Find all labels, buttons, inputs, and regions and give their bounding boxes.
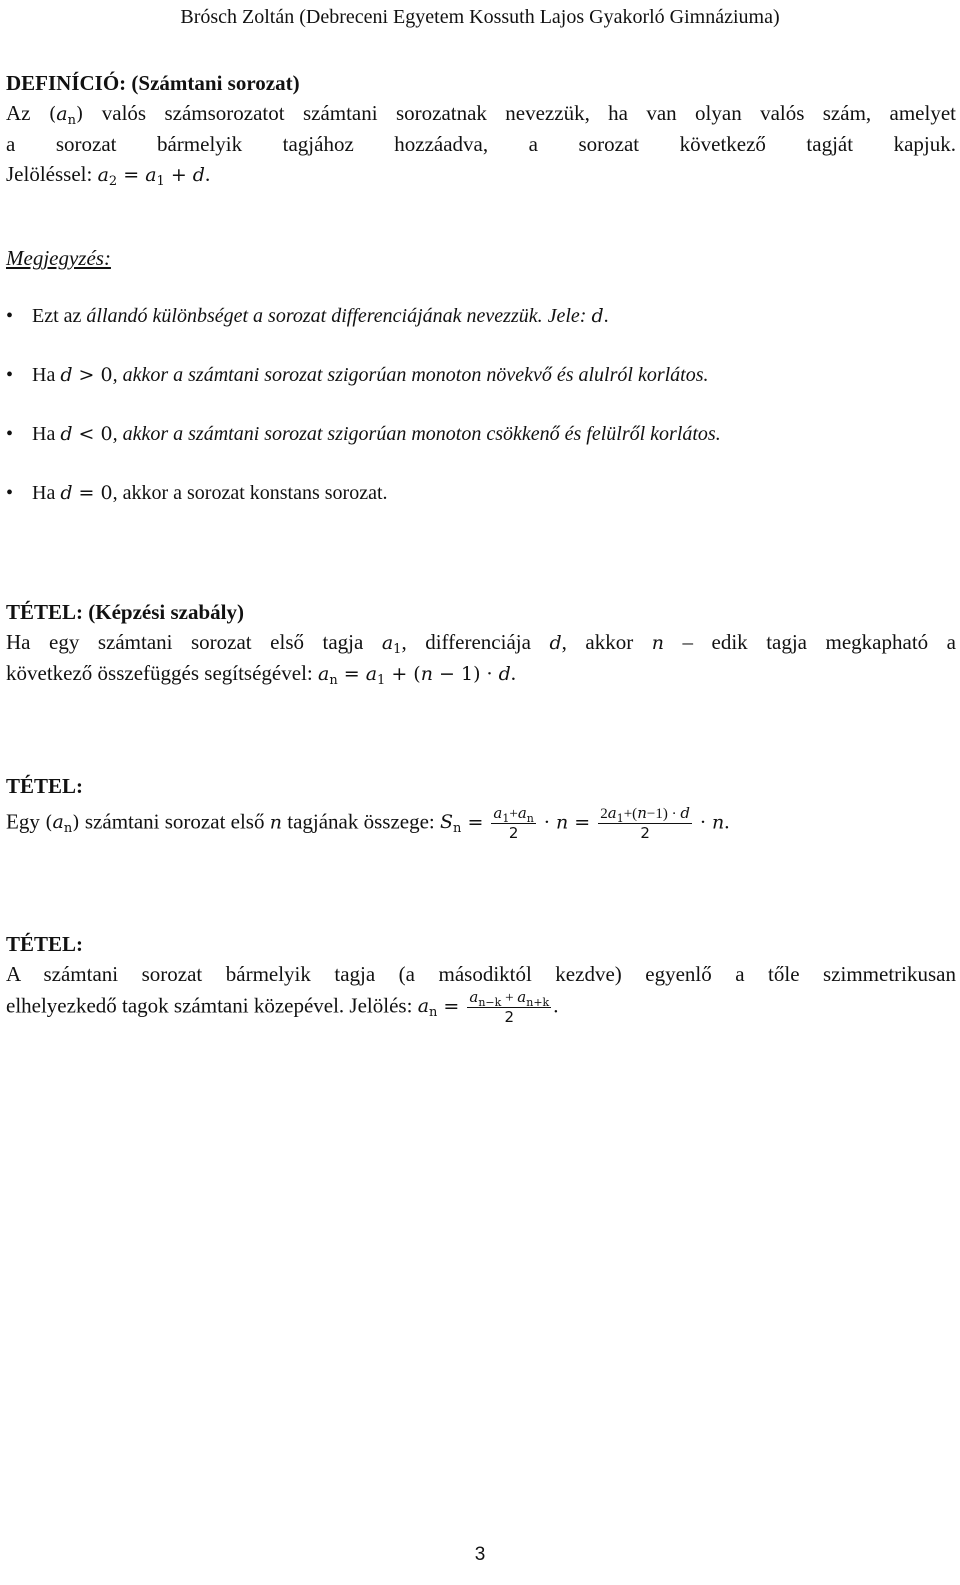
page-header: Brósch Zoltán (Debreceni Egyetem Kossuth Lajos Gyakorló Gimnáziuma) [180, 6, 780, 28]
definition-line-1: Az $(a_n)$ valós számsorozatot számtani sorozatnak nevezzük, ha van olyan valós szám, amelyet [6, 101, 956, 128]
sum-fraction-1: $\frac{a_1+a_n}{2}$ [493, 804, 534, 842]
theorem-formation-rule [6, 597, 956, 689]
theorem-title: TÉTEL: (Képzési szabály) [6, 600, 245, 624]
note-title: Megjegyzés: [6, 246, 111, 270]
note-item: • Ha d < 0, akkor a számtani sorozat szigorúan monoton csökkenő és felülről korlátos. [32, 423, 721, 446]
theorem-mean [6, 929, 956, 1026]
definition-line-2: a sorozat bármelyik tagjához hozzáadva, a sorozat következő tagját kapjuk. [6, 132, 956, 156]
theorem-sum [6, 771, 956, 842]
definition-line-3: Jelöléssel: $a_2 = a_1 + d$. [6, 162, 211, 189]
note-item: • Ha d = 0, akkor a sorozat konstans sorozat. [32, 482, 388, 505]
theorem-title: TÉTEL: [6, 932, 84, 956]
theorem-title: TÉTEL: [6, 774, 84, 798]
theorem-mean-line-2: elhelyezkedő tagok számtani közepével. Jelölés: $a_n$ = $\frac{a_{n-k} + a_{n+k}}{2}$ . [6, 988, 559, 1026]
sum-fraction-2: $\frac{2a_1+(n-1) \cdot d}{2}$ [600, 804, 690, 842]
theorem-sum-line: Egy $(a_n)$ számtani sorozat első n tagjának összege: $S_n$ = $\frac{a_1+a_n}{2}$ · n = $\frac{2a_1+(n-1) \cdot d}{2}$ · n. [6, 804, 730, 842]
note-item: • Ezt az állandó különbséget a sorozat differenciájának nevezzük. Jele: d. [32, 305, 609, 328]
note-item: • Ha d > 0, akkor a számtani sorozat szigorúan monoton növekvő és alulról korlátos. [32, 364, 709, 387]
theorem-line-1: Ha egy számtani sorozat első tagja $a_1$, differenciája d, akkor n – edik tagja megkapható a [6, 630, 956, 657]
theorem-line-2: következő összefüggés segítségével: $a_n = a_1 + (n - 1) \cdot d$. [6, 661, 517, 688]
mean-fraction: $\frac{a_{n-k} + a_{n+k}}{2}$ [469, 988, 550, 1026]
definition-title: DEFINÍCIÓ: (Számtani sorozat) [6, 71, 300, 95]
page-number: 3 [474, 1544, 486, 1565]
definition-block [6, 68, 956, 190]
theorem-mean-line-1: A számtani sorozat bármelyik tagja (a másodiktól kezdve) egyenlő a tőle szimmetrikusan [6, 962, 956, 986]
